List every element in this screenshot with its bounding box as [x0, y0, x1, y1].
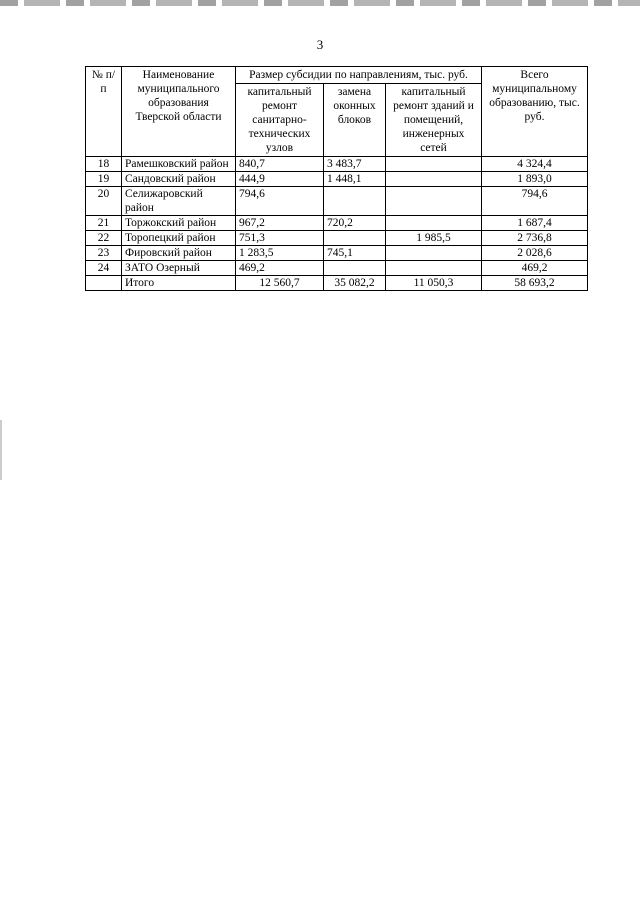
row-windows — [324, 187, 386, 216]
row-num: 20 — [86, 187, 122, 216]
row-sanitary: 469,2 — [236, 261, 324, 276]
header-building-repair: капитальный ремонт зданий и помещений, инженерных сетей — [386, 84, 482, 157]
subsidy-table — [85, 66, 588, 291]
row-windows: 3 483,7 — [324, 157, 386, 172]
table-total-row — [86, 276, 588, 291]
page-number: 3 — [316, 37, 324, 52]
row-sanitary: 794,6 — [236, 187, 324, 216]
row-windows — [324, 231, 386, 246]
row-name: Торопецкий район — [122, 231, 236, 246]
header-window-replacement: замена оконных блоков — [324, 84, 386, 157]
row-sanitary: 967,2 — [236, 216, 324, 231]
header-subsidy-group: Размер субсидии по направлениям, тыс. руб. — [236, 67, 482, 84]
row-name: Рамешковский район — [122, 157, 236, 172]
row-sanitary: 1 283,5 — [236, 246, 324, 261]
row-num: 18 — [86, 157, 122, 172]
row-num: 19 — [86, 172, 122, 187]
table-row — [86, 231, 588, 246]
row-sanitary: 12 560,7 — [236, 276, 324, 291]
row-total: 58 693,2 — [482, 276, 588, 291]
row-num: 23 — [86, 246, 122, 261]
table-row — [86, 157, 588, 172]
row-name: Фировский район — [122, 246, 236, 261]
table-row — [86, 187, 588, 216]
row-building — [386, 216, 482, 231]
row-building — [386, 261, 482, 276]
table-row — [86, 216, 588, 231]
row-num — [86, 276, 122, 291]
table-row — [86, 172, 588, 187]
row-building: 11 050,3 — [386, 276, 482, 291]
row-total: 794,6 — [482, 187, 588, 216]
header-num: № п/п — [86, 67, 122, 157]
row-building — [386, 157, 482, 172]
table-row — [86, 261, 588, 276]
table-header-row — [86, 67, 588, 84]
row-total: 2 028,6 — [482, 246, 588, 261]
row-total: 1 893,0 — [482, 172, 588, 187]
row-total: 1 687,4 — [482, 216, 588, 231]
row-total: 2 736,8 — [482, 231, 588, 246]
row-windows — [324, 261, 386, 276]
header-total: Всего муниципальному образованию, тыс. руб. — [482, 67, 588, 157]
row-sanitary: 444,9 — [236, 172, 324, 187]
row-name: Итого — [122, 276, 236, 291]
row-sanitary: 840,7 — [236, 157, 324, 172]
scan-edge-artifact — [0, 0, 640, 6]
row-windows: 745,1 — [324, 246, 386, 261]
scan-margin-artifact — [0, 420, 2, 480]
row-total: 4 324,4 — [482, 157, 588, 172]
row-building: 1 985,5 — [386, 231, 482, 246]
row-name: ЗАТО Озерный — [122, 261, 236, 276]
row-windows: 1 448,1 — [324, 172, 386, 187]
row-name: Сандовский район — [122, 172, 236, 187]
row-windows: 720,2 — [324, 216, 386, 231]
row-windows: 35 082,2 — [324, 276, 386, 291]
row-total: 469,2 — [482, 261, 588, 276]
row-name: Селижаровский район — [122, 187, 236, 216]
header-municipality: Наименование муниципального образования Тверской области — [122, 67, 236, 157]
row-num: 24 — [86, 261, 122, 276]
table-row — [86, 246, 588, 261]
header-sanitary-repair: капитальный ремонт санитарно-технических узлов — [236, 84, 324, 157]
row-name: Торжокский район — [122, 216, 236, 231]
row-building — [386, 246, 482, 261]
row-num: 21 — [86, 216, 122, 231]
row-building — [386, 187, 482, 216]
row-num: 22 — [86, 231, 122, 246]
row-building — [386, 172, 482, 187]
row-sanitary: 751,3 — [236, 231, 324, 246]
